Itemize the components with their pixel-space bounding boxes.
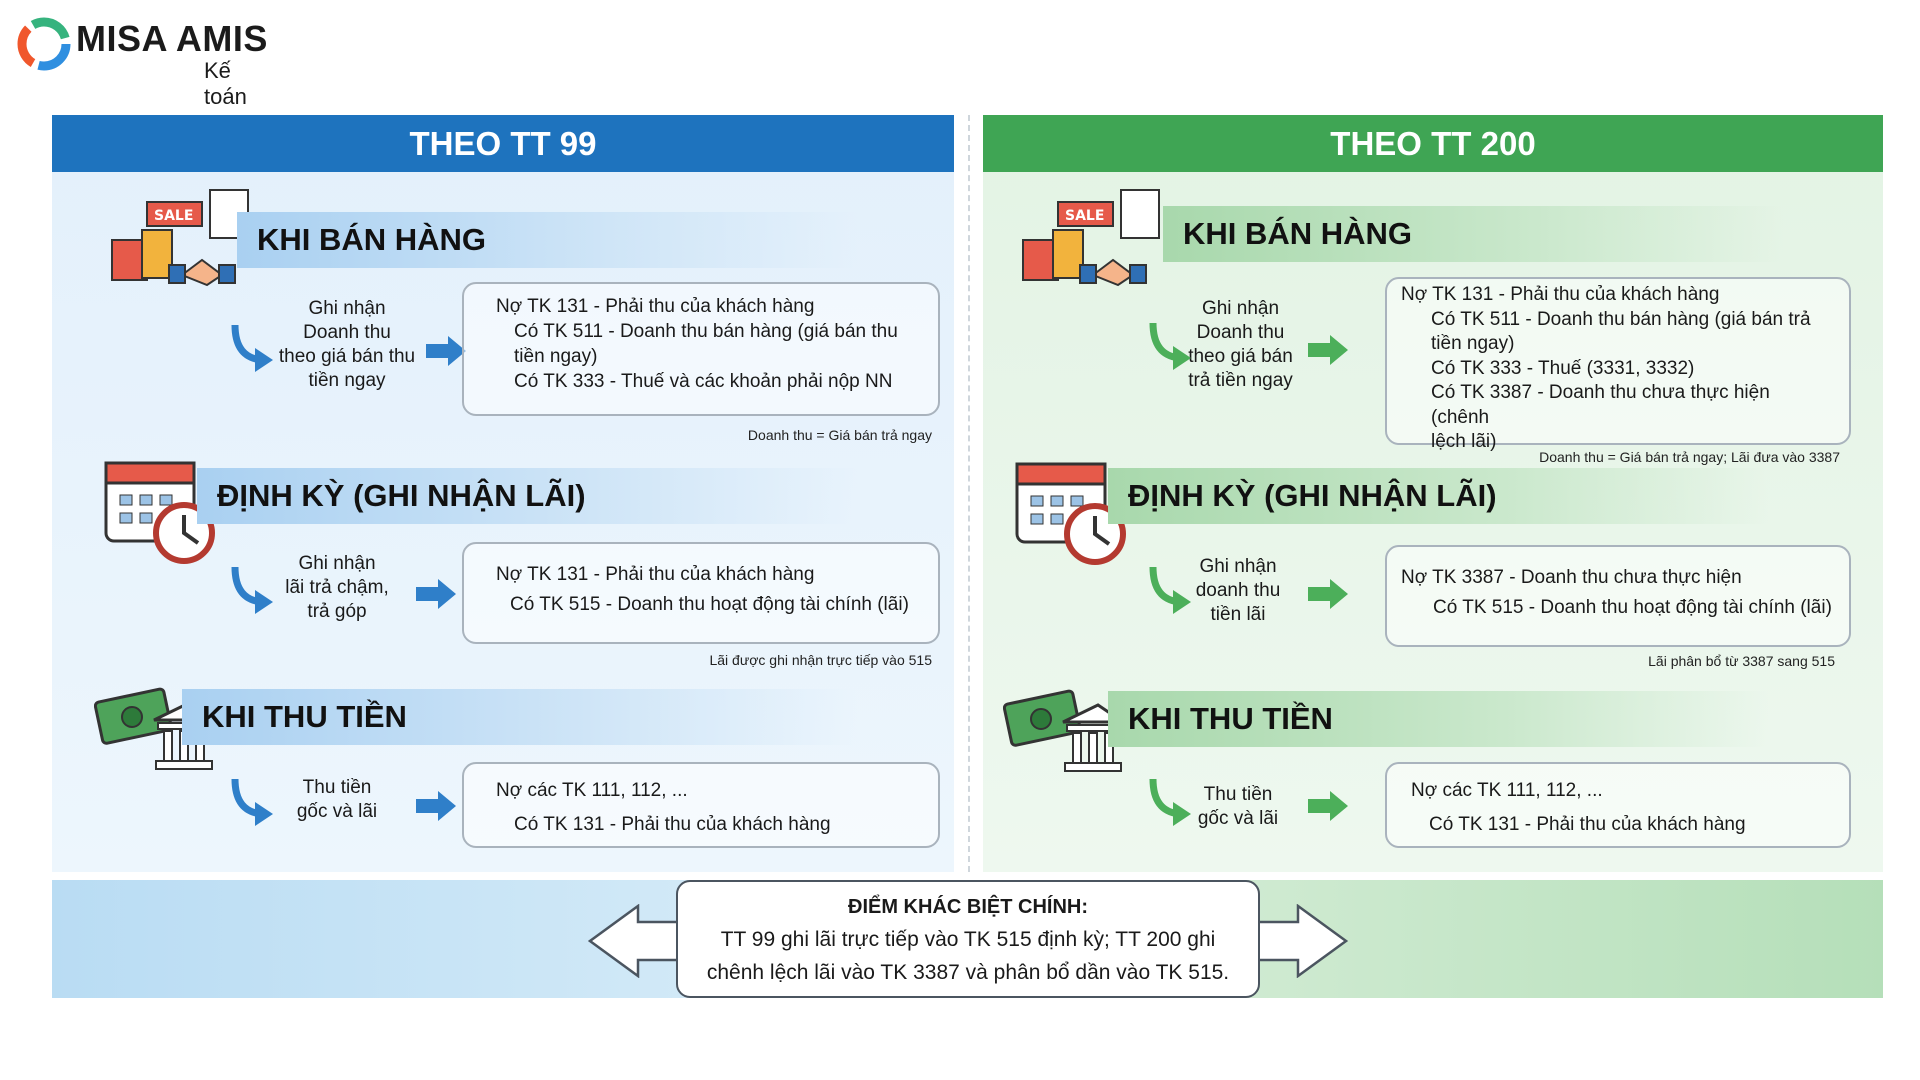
entry-line: Có TK 515 - Doanh thu hoạt động tài chính (lãi) (1433, 597, 1832, 618)
entry-line: Nợ TK 3387 - Doanh thu chưa thực hiện (1401, 567, 1742, 588)
entry-line: Nợ các TK 111, 112, ... (1411, 780, 1603, 801)
tt99-collect-entry-box (462, 762, 940, 848)
tt99-collect-label: Thu tiền gốc và lãi (296, 777, 378, 822)
entry-line: Có TK 333 - Thuế và các khoản phải nộp NN (514, 371, 893, 392)
tt200-collect-title: KHI THU TIỀN (1108, 691, 1768, 747)
entry-line: tiền ngay) (1431, 333, 1515, 354)
curved-arrow-icon (1145, 774, 1195, 829)
right-arrow-icon (414, 789, 458, 823)
tt200-sale-title: KHI BÁN HÀNG (1163, 206, 1783, 262)
curved-arrow-icon (227, 562, 277, 617)
sale-shopping-icon (107, 180, 252, 300)
curved-arrow-icon (1145, 562, 1195, 617)
key-difference-line: chênh lệch lãi vào TK 3387 và phân bổ dần vào TK 515. (706, 961, 1230, 984)
tt200-interest-note: Lãi phân bổ từ 3387 sang 515 (1648, 653, 1835, 669)
key-difference-line: TT 99 ghi lãi trực tiếp vào TK 515 định kỳ; TT 200 ghi (720, 928, 1216, 951)
entry-line: Nợ các TK 111, 112, ... (496, 780, 688, 801)
right-arrow-icon (414, 577, 458, 611)
right-arrow-icon (1256, 904, 1348, 978)
tt200-interest-title: ĐỊNH KỲ (GHI NHẬN LÃI) (1108, 468, 1768, 524)
tt99-interest-note: Lãi được ghi nhận trực tiếp vào 515 (709, 652, 932, 668)
tt200-collect-entry-box (1385, 762, 1851, 848)
curved-arrow-icon (1145, 318, 1195, 373)
tt200-sale-label: Ghi nhận Doanh thu theo giá bán trả tiền ngay (1188, 298, 1293, 391)
right-arrow-icon (1306, 789, 1350, 823)
entry-line: tiền ngay) (514, 346, 598, 367)
key-difference-box (676, 880, 1260, 998)
tt99-header: THEO TT 99 (52, 115, 954, 172)
svg-text:SALE: SALE (154, 208, 194, 224)
key-difference-title: ĐIỂM KHÁC BIỆT CHÍNH: (848, 896, 1088, 918)
entry-line: Có TK 511 - Doanh thu bán hàng (giá bán trả (1431, 308, 1811, 330)
left-arrow-icon (588, 904, 680, 978)
brand-subtitle: Kế toán (204, 58, 247, 109)
tt99-collect-title: KHI THU TIỀN (182, 689, 857, 745)
misa-logo-icon (16, 16, 72, 72)
svg-text:SALE: SALE (1065, 208, 1105, 224)
brand-name: MISA AMIS (76, 18, 268, 59)
curved-arrow-icon (227, 320, 277, 375)
tt200-interest-label: Ghi nhận doanh thu tiền lãi (1195, 556, 1281, 625)
entry-line: lệch lãi) (1431, 431, 1497, 452)
center-divider (968, 115, 970, 872)
tt200-interest-entry-box (1385, 545, 1851, 647)
tt99-panel (52, 115, 954, 872)
tt99-sale-note: Doanh thu = Giá bán trả ngay (747, 427, 932, 443)
right-arrow-icon (1306, 333, 1350, 367)
tt99-interest-entry-box (462, 542, 940, 644)
right-arrow-icon (1306, 577, 1350, 611)
entry-line: Có TK 333 - Thuế (3331, 3332) (1431, 357, 1695, 379)
misa-amis-logo (16, 12, 276, 109)
tt99-sale-label: Ghi nhận Doanh thu theo giá bán thu tiền ngay (278, 298, 416, 391)
entry-line: Có TK 131 - Phải thu của khách hàng (514, 814, 831, 835)
curved-arrow-icon (227, 774, 277, 829)
tt200-collect-label: Thu tiền gốc và lãi (1197, 784, 1279, 829)
entry-line: Nợ TK 131 - Phải thu của khách hàng (496, 296, 815, 317)
tt99-interest-label: Ghi nhận lãi trả chậm, trả góp (285, 553, 389, 622)
entry-line: Nợ TK 131 - Phải thu của khách hàng (496, 564, 815, 585)
entry-line: Có TK 131 - Phải thu của khách hàng (1429, 814, 1746, 835)
tt200-panel (983, 115, 1883, 872)
tt99-sale-entry-box (462, 282, 940, 416)
tt200-sale-entry-box (1385, 277, 1851, 452)
entry-line: Có TK 3387 - Doanh thu chưa thực hiện (chênh (1431, 382, 1770, 428)
tt99-sale-title: KHI BÁN HÀNG (237, 212, 857, 268)
entry-line: Có TK 511 - Doanh thu bán hàng (giá bán thu (514, 321, 898, 342)
tt200-sale-note: Doanh thu = Giá bán trả ngay; Lãi đưa vào 3387 (1539, 449, 1840, 465)
tt99-interest-title: ĐỊNH KỲ (GHI NHẬN LÃI) (197, 468, 857, 524)
entry-line: Có TK 515 - Doanh thu hoạt động tài chính (lãi) (510, 594, 909, 615)
tt200-header: THEO TT 200 (983, 115, 1883, 172)
sale-shopping-icon (1018, 180, 1163, 300)
entry-line: Nợ TK 131 - Phải thu của khách hàng (1401, 284, 1720, 305)
